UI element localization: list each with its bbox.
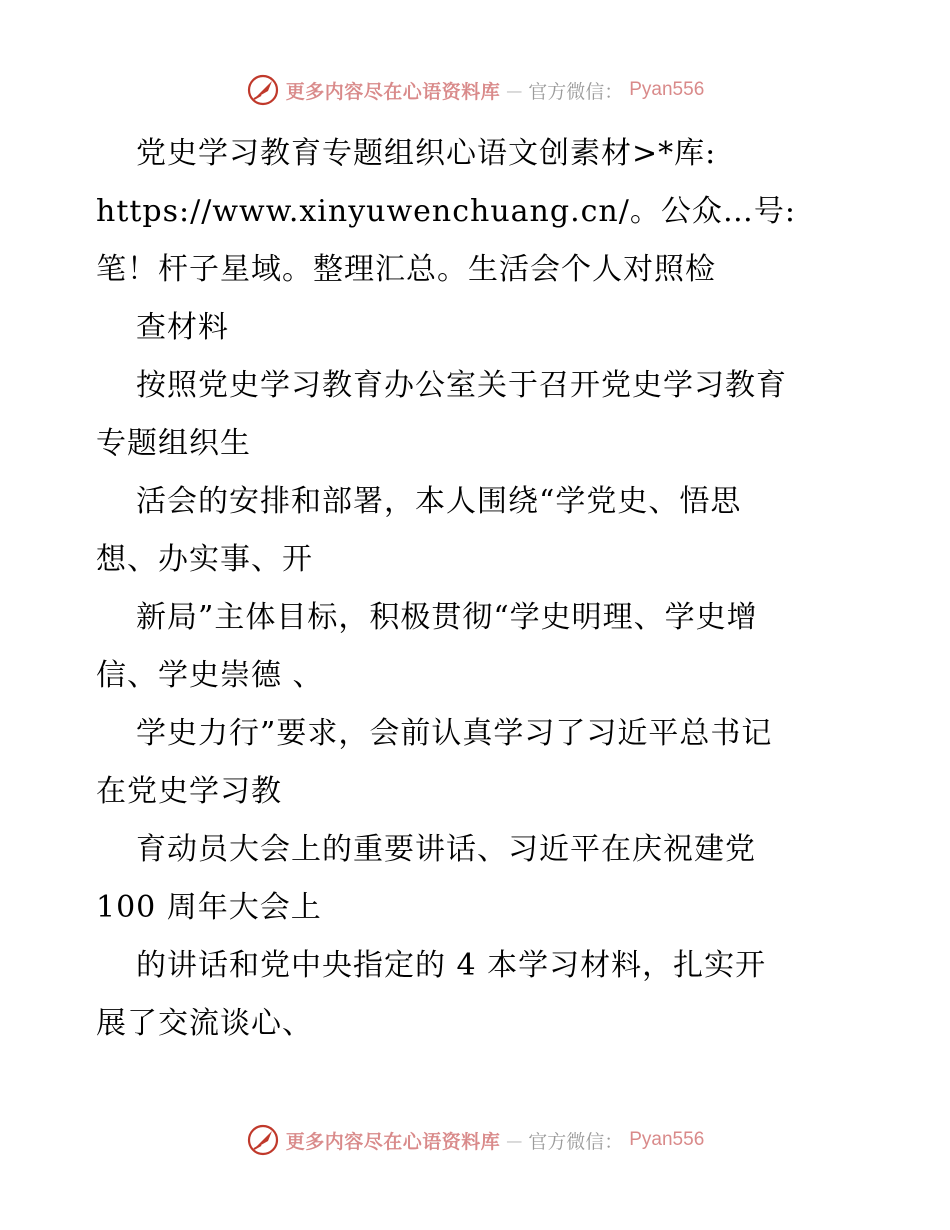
body-line: 笔！杆子星域。整理汇总。生活会个人对照检 xyxy=(96,252,716,287)
header-wechat-label: 官方微信： xyxy=(528,80,624,103)
body-line: 想、办实事、开 xyxy=(96,542,313,577)
body-line: 党史学习教育专题组织心语文创素材>*库: xyxy=(136,136,717,171)
quill-logo-icon xyxy=(246,73,280,107)
footer-wechat-label: 官方微信： xyxy=(528,1130,624,1153)
body-line: 新局”主体目标，积极贯彻“学史明理、学史增 xyxy=(136,600,758,635)
body-line: 学史力行”要求，会前认真学习了习近平总书记 xyxy=(136,716,773,751)
header-wechat-id: Pyan556 xyxy=(629,79,705,100)
header-banner-dash: — xyxy=(506,80,523,100)
body-line: 按照党史学习教育办公室关于召开党史学习教育 xyxy=(136,368,787,403)
footer-banner-dash: — xyxy=(506,1130,523,1150)
footer-banner xyxy=(0,1120,950,1160)
header-banner-text: 更多内容尽在心语资料库 xyxy=(285,80,501,103)
body-line: 的讲话和党中央指定的 4 本学习材料，扎实开 xyxy=(136,948,767,983)
quill-logo-icon xyxy=(246,1123,280,1157)
body-line: 专题组织生 xyxy=(96,426,251,461)
document-body xyxy=(96,125,866,1053)
header-banner-inner xyxy=(246,73,705,107)
body-line: 展了交流谈心、 xyxy=(96,1006,313,1041)
footer-banner-inner xyxy=(246,1123,705,1157)
body-line: 育动员大会上的重要讲话、习近平在庆祝建党 xyxy=(136,832,756,867)
body-line: 在党史学习教 xyxy=(96,774,282,809)
header-banner xyxy=(0,70,950,110)
footer-banner-text: 更多内容尽在心语资料库 xyxy=(285,1130,501,1153)
body-line: 信、学史崇德 、 xyxy=(96,658,324,693)
footer-wechat-id: Pyan556 xyxy=(629,1129,705,1150)
body-line: https://www.xinyuwenchuang.cn/。公众…号: xyxy=(96,194,796,229)
body-line: 100 周年大会上 xyxy=(96,890,322,925)
body-line: 活会的安排和部署，本人围绕“学党史、悟思 xyxy=(136,484,742,519)
body-line: 查材料 xyxy=(136,310,229,345)
